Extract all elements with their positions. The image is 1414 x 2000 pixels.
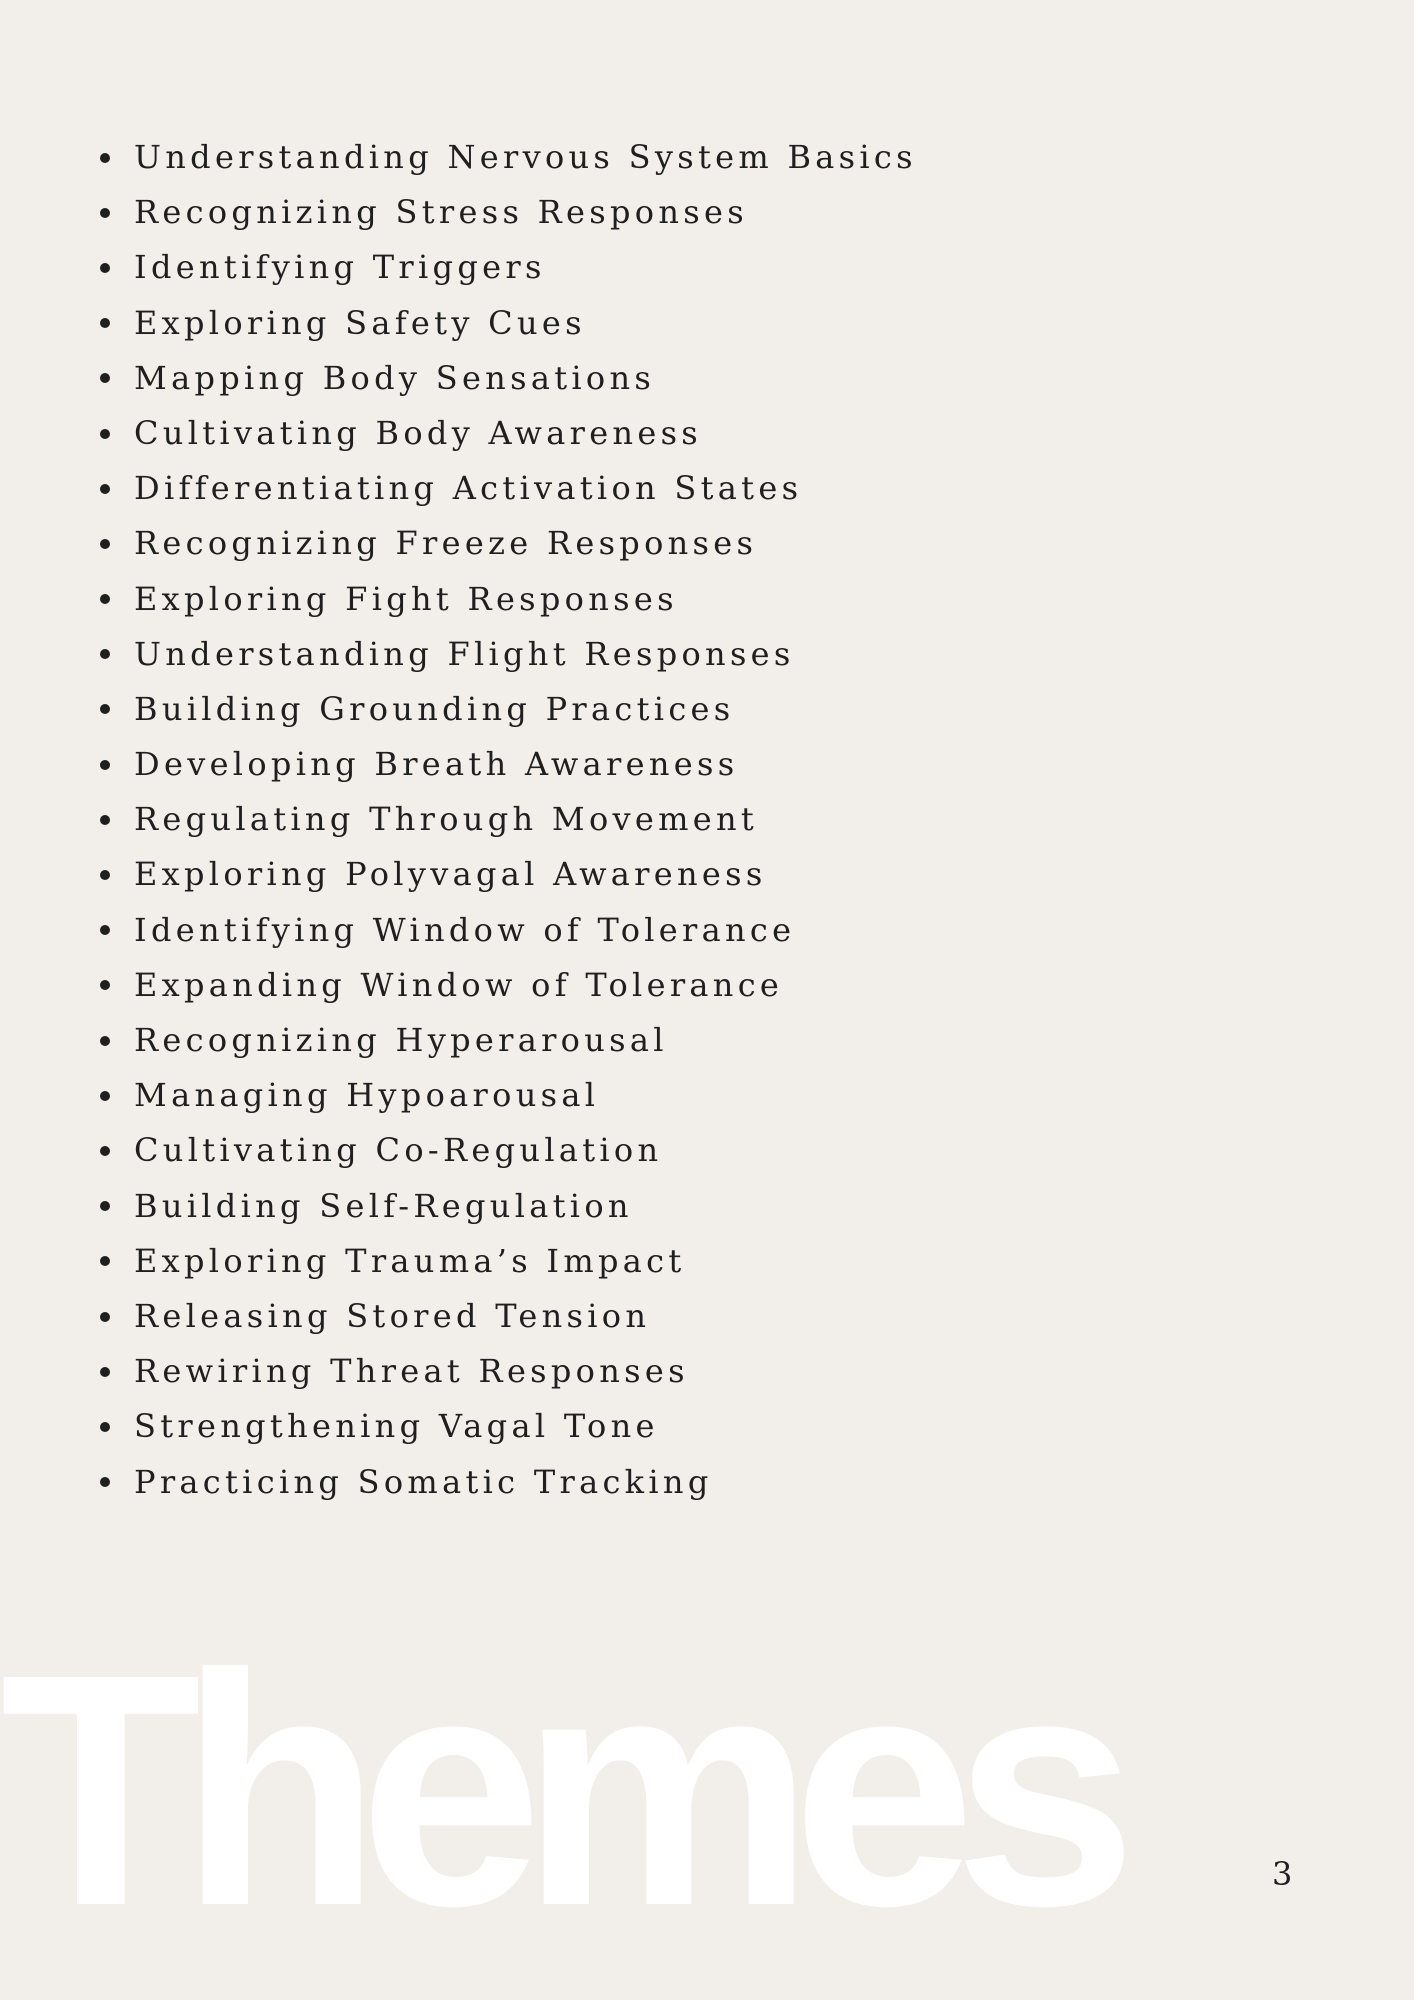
list-item-label: Differentiating Activation States [134,469,803,508]
theme-list [100,130,917,1510]
bullet-icon [100,649,110,659]
list-item [100,1179,917,1234]
list-item-label: Strengthening Vagal Tone [134,1407,659,1446]
list-item [100,572,917,627]
list-item-label: Recognizing Hyperarousal [134,1021,668,1059]
list-item-label: Rewiring Threat Responses [134,1352,689,1391]
list-item-label: Exploring Fight Responses [134,579,678,618]
bullet-icon [100,1312,110,1322]
list-item [100,627,917,682]
list-item [100,461,917,516]
list-item [100,240,917,295]
bullet-icon [100,1091,110,1101]
list-item [100,516,917,571]
bullet-icon [100,925,110,935]
list-item-label: Developing Breath Awareness [134,745,739,784]
list-item-label: Identifying Window of Tolerance [134,910,796,949]
list-item [100,682,917,737]
list-item-label: Building Self-Regulation [134,1186,633,1225]
bullet-icon [100,1146,110,1156]
list-item [100,1344,917,1399]
list-item-label: Regulating Through Movement [134,800,759,839]
list-item-label: Cultivating Co-Regulation [134,1131,663,1170]
bullet-icon [100,263,110,273]
list-item-label: Cultivating Body Awareness [134,413,703,452]
list-item [100,792,917,847]
list-item-label: Recognizing Freeze Responses [134,524,758,563]
bullet-icon [100,373,110,383]
list-item [100,737,917,792]
list-item-label: Building Grounding Practices [134,689,735,728]
bullet-icon [100,1256,110,1266]
list-item [100,1399,917,1454]
list-item [100,1068,917,1123]
list-item [100,1123,917,1178]
list-item [100,406,917,461]
page-title: Themes [0,1605,1116,1974]
list-item-label: Exploring Trauma’s Impact [134,1241,686,1280]
list-item [100,958,917,1013]
list-item [100,903,917,958]
list-item [100,130,917,185]
bullet-icon [100,980,110,990]
bullet-icon [100,870,110,880]
bullet-icon [100,539,110,549]
list-item-label: Exploring Safety Cues [134,303,586,342]
list-item [100,296,917,351]
page-number: 3 [1272,1855,1293,1893]
list-item-label: Identifying Triggers [134,248,546,287]
list-item-label: Practicing Somatic Tracking [134,1462,713,1501]
bullet-icon [100,429,110,439]
bullet-icon [100,1422,110,1432]
list-item-label: Managing Hypoarousal [134,1076,600,1115]
bullet-icon [100,1477,110,1487]
list-item [100,1013,917,1068]
bullet-icon [100,594,110,604]
list-item-label: Understanding Nervous System Basics [134,138,917,176]
bullet-icon [100,1367,110,1377]
list-item-label: Recognizing Stress Responses [134,193,748,232]
list-item-label: Exploring Polyvagal Awareness [134,855,767,894]
list-item-label: Releasing Stored Tension [134,1296,651,1335]
bullet-icon [100,318,110,328]
bullet-icon [100,1036,110,1046]
list-item-label: Understanding Flight Responses [134,634,795,673]
list-item [100,847,917,902]
bullet-icon [100,484,110,494]
list-item [100,351,917,406]
list-item [100,185,917,240]
bullet-icon [100,1201,110,1211]
bullet-icon [100,760,110,770]
list-item-label: Expanding Window of Tolerance [134,965,784,1004]
bullet-icon [100,208,110,218]
bullet-icon [100,153,110,163]
bullet-icon [100,815,110,825]
list-item-label: Mapping Body Sensations [134,358,656,397]
list-item [100,1234,917,1289]
bullet-icon [100,704,110,714]
list-item [100,1289,917,1344]
list-item [100,1455,917,1510]
